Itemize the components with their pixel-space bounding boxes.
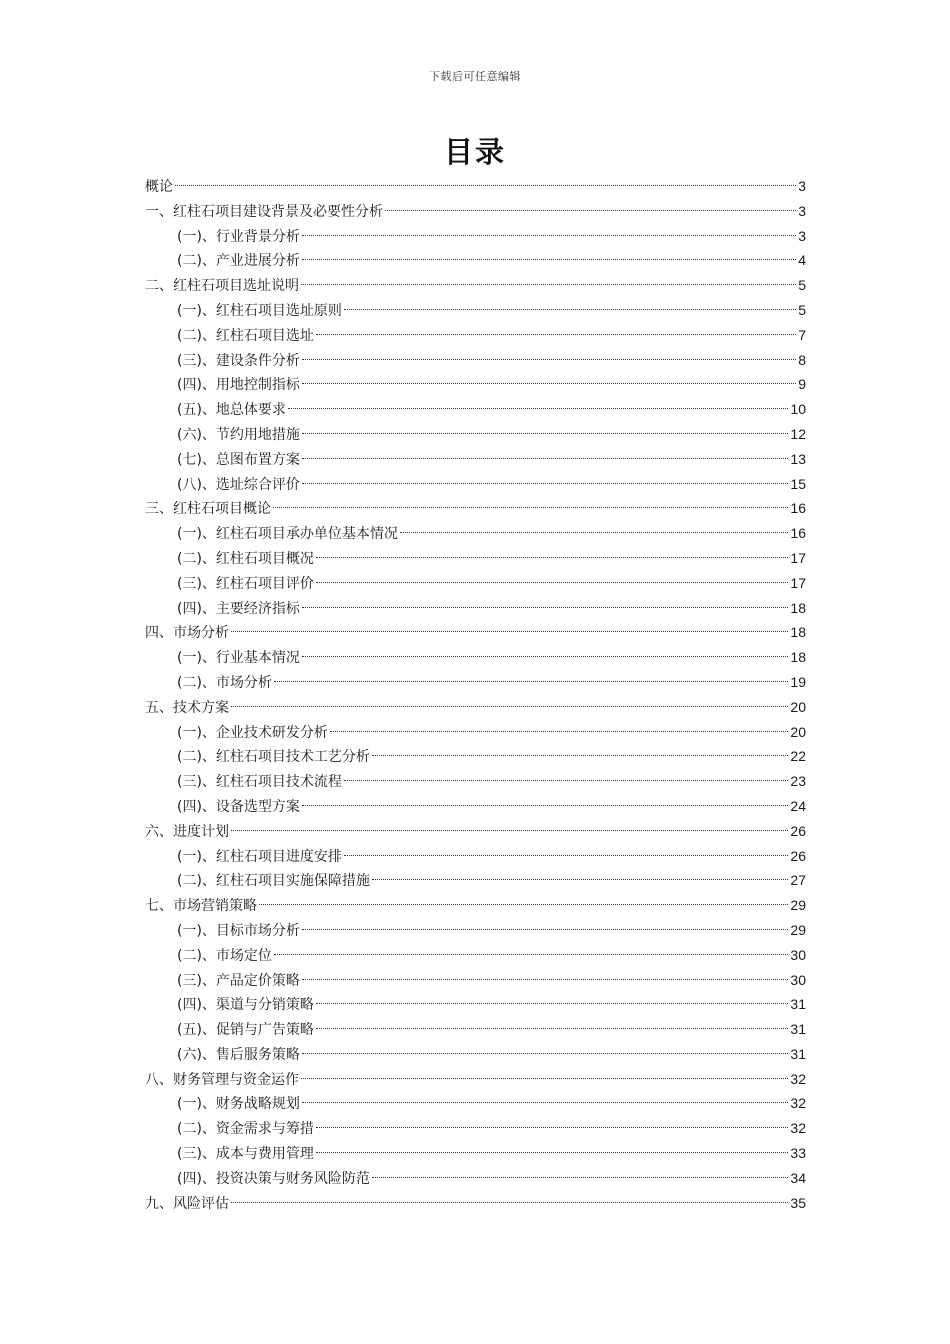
toc-page-number: 30 bbox=[790, 971, 806, 988]
toc-page-number: 18 bbox=[790, 599, 806, 616]
toc-section-entry[interactable] bbox=[145, 1067, 806, 1092]
toc-page-number: 7 bbox=[798, 326, 806, 343]
toc-dot-leader bbox=[231, 1202, 788, 1203]
header-note: 下载后可任意编辑 bbox=[429, 70, 521, 83]
toc-entry-title: (五)、地总体要求 bbox=[177, 402, 286, 419]
toc-entry-title: (一)、企业技术研发分析 bbox=[177, 724, 328, 741]
toc-subsection-entry[interactable] bbox=[145, 1091, 806, 1116]
toc-dot-leader bbox=[316, 1003, 788, 1004]
toc-dot-leader bbox=[302, 1053, 788, 1054]
toc-subsection-entry[interactable] bbox=[145, 447, 806, 472]
toc-entry-title: (二)、红柱石项目概况 bbox=[177, 550, 314, 567]
toc-entry-title: 七、市场营销策略 bbox=[145, 898, 257, 915]
toc-dot-leader bbox=[302, 979, 788, 980]
toc-subsection-entry[interactable] bbox=[145, 521, 806, 546]
toc-subsection-entry[interactable] bbox=[145, 224, 806, 249]
toc-page-number: 3 bbox=[798, 202, 806, 219]
toc-dot-leader bbox=[330, 731, 788, 732]
toc-entry-title: (一)、目标市场分析 bbox=[177, 922, 300, 939]
toc-page-number: 32 bbox=[790, 1095, 806, 1112]
toc-dot-leader bbox=[316, 1028, 788, 1029]
toc-page-number: 15 bbox=[790, 475, 806, 492]
toc-page-number: 20 bbox=[790, 723, 806, 740]
toc-subsection-entry[interactable] bbox=[145, 472, 806, 497]
toc-subsection-entry[interactable] bbox=[145, 670, 806, 695]
toc-entry-title: (二)、资金需求与筹措 bbox=[177, 1121, 314, 1138]
toc-dot-leader bbox=[274, 954, 788, 955]
toc-dot-leader bbox=[302, 383, 796, 384]
toc-entry-title: (六)、节约用地措施 bbox=[177, 426, 300, 443]
toc-subsection-entry[interactable] bbox=[145, 1042, 806, 1067]
toc-page-number: 12 bbox=[790, 425, 806, 442]
toc-page-number: 5 bbox=[798, 301, 806, 318]
toc-entry-title: (一)、红柱石项目承办单位基本情况 bbox=[177, 526, 398, 543]
toc-subsection-entry[interactable] bbox=[145, 794, 806, 819]
toc-section-entry[interactable] bbox=[145, 496, 806, 521]
toc-entry-title: 九、风险评估 bbox=[145, 1195, 229, 1212]
toc-page-number: 16 bbox=[790, 500, 806, 517]
toc-dot-leader bbox=[344, 309, 796, 310]
toc-page-number: 4 bbox=[798, 252, 806, 269]
toc-subsection-entry[interactable] bbox=[145, 348, 806, 373]
toc-dot-leader bbox=[288, 408, 788, 409]
toc-dot-leader bbox=[344, 780, 788, 781]
toc-subsection-entry[interactable] bbox=[145, 645, 806, 670]
toc-dot-leader bbox=[301, 284, 796, 285]
toc-entry-title: (四)、渠道与分销策略 bbox=[177, 997, 314, 1014]
toc-entry-title: 三、红柱石项目概论 bbox=[145, 501, 271, 518]
toc-page-number: 16 bbox=[790, 525, 806, 542]
toc-page-number: 30 bbox=[790, 946, 806, 963]
toc-page-number: 29 bbox=[790, 897, 806, 914]
toc-section-entry[interactable] bbox=[145, 199, 806, 224]
toc-dot-leader bbox=[302, 483, 788, 484]
toc-subsection-entry[interactable] bbox=[145, 943, 806, 968]
toc-page-number: 18 bbox=[790, 624, 806, 641]
toc-dot-leader bbox=[316, 1152, 788, 1153]
toc-page-number: 24 bbox=[790, 797, 806, 814]
toc-entry-title: (二)、红柱石项目选址 bbox=[177, 327, 314, 344]
toc-dot-leader bbox=[302, 656, 788, 657]
toc-dot-leader bbox=[302, 433, 788, 434]
toc-subsection-entry[interactable] bbox=[145, 844, 806, 869]
toc-entry-title: (二)、红柱石项目实施保障措施 bbox=[177, 873, 370, 890]
toc-page-number: 22 bbox=[790, 748, 806, 765]
toc-entry-title: (一)、行业基本情况 bbox=[177, 650, 300, 667]
toc-section-entry[interactable] bbox=[145, 620, 806, 645]
toc-entry-title: 六、进度计划 bbox=[145, 823, 229, 840]
toc-dot-leader bbox=[302, 458, 788, 459]
toc-entry-title: (五)、促销与广告策略 bbox=[177, 1022, 314, 1039]
toc-subsection-entry[interactable] bbox=[145, 596, 806, 621]
table-of-contents bbox=[145, 174, 806, 1215]
toc-page-number: 35 bbox=[790, 1194, 806, 1211]
toc-page-number: 8 bbox=[798, 351, 806, 368]
toc-dot-leader bbox=[372, 879, 788, 880]
toc-page-number: 9 bbox=[798, 376, 806, 393]
toc-entry-title: (二)、红柱石项目技术工艺分析 bbox=[177, 749, 370, 766]
toc-entry-title: (四)、用地控制指标 bbox=[177, 377, 300, 394]
toc-entry-title: 五、技术方案 bbox=[145, 699, 229, 716]
toc-page-number: 23 bbox=[790, 773, 806, 790]
toc-dot-leader bbox=[344, 855, 788, 856]
toc-entry-title: 四、市场分析 bbox=[145, 625, 229, 642]
toc-page-number: 19 bbox=[790, 673, 806, 690]
toc-subsection-entry[interactable] bbox=[145, 868, 806, 893]
toc-dot-leader bbox=[274, 681, 788, 682]
toc-subsection-entry[interactable] bbox=[145, 744, 806, 769]
toc-page-number: 26 bbox=[790, 822, 806, 839]
toc-dot-leader bbox=[302, 929, 788, 930]
toc-page-number: 10 bbox=[790, 401, 806, 418]
toc-dot-leader bbox=[231, 631, 788, 632]
toc-dot-leader bbox=[400, 532, 788, 533]
toc-section-entry[interactable] bbox=[145, 174, 806, 199]
toc-page-number: 3 bbox=[798, 178, 806, 194]
toc-entry-title: (四)、主要经济指标 bbox=[177, 600, 300, 617]
toc-subsection-entry[interactable] bbox=[145, 422, 806, 447]
toc-entry-title: 概论 bbox=[145, 179, 173, 195]
toc-page-number: 31 bbox=[790, 996, 806, 1013]
toc-dot-leader bbox=[175, 185, 796, 186]
toc-subsection-entry[interactable] bbox=[145, 1116, 806, 1141]
toc-entry-title: (三)、红柱石项目评价 bbox=[177, 575, 314, 592]
toc-dot-leader bbox=[273, 507, 788, 508]
toc-entry-title: (二)、产业进展分析 bbox=[177, 253, 300, 270]
toc-entry-title: (一)、红柱石项目选址原则 bbox=[177, 302, 342, 319]
toc-page-number: 17 bbox=[790, 574, 806, 591]
toc-subsection-entry[interactable] bbox=[145, 298, 806, 323]
toc-dot-leader bbox=[316, 334, 796, 335]
toc-page-number: 29 bbox=[790, 921, 806, 938]
toc-dot-leader bbox=[259, 904, 788, 905]
toc-dot-leader bbox=[372, 755, 788, 756]
toc-subsection-entry[interactable] bbox=[145, 992, 806, 1017]
toc-section-entry[interactable] bbox=[145, 273, 806, 298]
toc-entry-title: (一)、红柱石项目进度安排 bbox=[177, 848, 342, 865]
toc-subsection-entry[interactable] bbox=[145, 397, 806, 422]
toc-page-number: 32 bbox=[790, 1070, 806, 1087]
toc-dot-leader bbox=[302, 235, 796, 236]
toc-section-entry[interactable] bbox=[145, 695, 806, 720]
toc-entry-title: (六)、售后服务策略 bbox=[177, 1046, 300, 1063]
toc-subsection-entry[interactable] bbox=[145, 546, 806, 571]
toc-subsection-entry[interactable] bbox=[145, 1017, 806, 1042]
toc-entry-title: (二)、市场分析 bbox=[177, 674, 272, 691]
toc-entry-title: (三)、产品定价策略 bbox=[177, 972, 300, 989]
toc-dot-leader bbox=[231, 830, 788, 831]
toc-page-number: 3 bbox=[798, 227, 806, 244]
toc-dot-leader bbox=[385, 210, 796, 211]
toc-dot-leader bbox=[231, 706, 788, 707]
toc-entry-title: (二)、市场定位 bbox=[177, 947, 272, 964]
toc-subsection-entry[interactable] bbox=[145, 1141, 806, 1166]
toc-subsection-entry[interactable] bbox=[145, 918, 806, 943]
toc-entry-title: (八)、选址综合评价 bbox=[177, 476, 300, 493]
toc-page-number: 20 bbox=[790, 698, 806, 715]
toc-subsection-entry[interactable] bbox=[145, 720, 806, 745]
toc-subsection-entry[interactable] bbox=[145, 372, 806, 397]
toc-entry-title: (七)、总图布置方案 bbox=[177, 451, 300, 468]
toc-entry-title: (一)、行业背景分析 bbox=[177, 228, 300, 245]
toc-section-entry[interactable] bbox=[145, 1191, 806, 1216]
toc-page-number: 26 bbox=[790, 847, 806, 864]
toc-title: 目录 bbox=[443, 135, 506, 169]
toc-entry-title: (三)、建设条件分析 bbox=[177, 352, 300, 369]
toc-page-number: 17 bbox=[790, 549, 806, 566]
toc-subsection-entry[interactable] bbox=[145, 769, 806, 794]
toc-entry-title: (四)、设备选型方案 bbox=[177, 798, 300, 815]
toc-page-number: 31 bbox=[790, 1021, 806, 1038]
toc-subsection-entry[interactable] bbox=[145, 248, 806, 273]
toc-page-number: 32 bbox=[790, 1120, 806, 1137]
toc-section-entry[interactable] bbox=[145, 819, 806, 844]
toc-dot-leader bbox=[316, 582, 788, 583]
toc-dot-leader bbox=[302, 1102, 788, 1103]
toc-entry-title: 一、红柱石项目建设背景及必要性分析 bbox=[145, 203, 383, 220]
toc-subsection-entry[interactable] bbox=[145, 323, 806, 348]
toc-entry-title: (一)、财务战略规划 bbox=[177, 1096, 300, 1113]
toc-dot-leader bbox=[302, 607, 788, 608]
toc-dot-leader bbox=[316, 1127, 788, 1128]
toc-subsection-entry[interactable] bbox=[145, 968, 806, 993]
toc-page-number: 18 bbox=[790, 649, 806, 666]
toc-dot-leader bbox=[316, 557, 788, 558]
toc-page-number: 34 bbox=[790, 1169, 806, 1186]
toc-subsection-entry[interactable] bbox=[145, 1166, 806, 1191]
toc-dot-leader bbox=[372, 1177, 788, 1178]
toc-entry-title: 二、红柱石项目选址说明 bbox=[145, 278, 299, 295]
toc-dot-leader bbox=[302, 359, 796, 360]
toc-page-number: 13 bbox=[790, 450, 806, 467]
toc-dot-leader bbox=[302, 805, 788, 806]
toc-subsection-entry[interactable] bbox=[145, 571, 806, 596]
toc-page-number: 33 bbox=[790, 1145, 806, 1162]
toc-section-entry[interactable] bbox=[145, 893, 806, 918]
toc-page-number: 27 bbox=[790, 872, 806, 889]
toc-page-number: 5 bbox=[798, 277, 806, 294]
toc-entry-title: 八、财务管理与资金运作 bbox=[145, 1071, 299, 1088]
toc-entry-title: (三)、成本与费用管理 bbox=[177, 1146, 314, 1163]
toc-page-number: 31 bbox=[790, 1045, 806, 1062]
toc-entry-title: (四)、投资决策与财务风险防范 bbox=[177, 1170, 370, 1187]
toc-dot-leader bbox=[302, 259, 796, 260]
toc-dot-leader bbox=[301, 1078, 788, 1079]
toc-entry-title: (三)、红柱石项目技术流程 bbox=[177, 774, 342, 791]
